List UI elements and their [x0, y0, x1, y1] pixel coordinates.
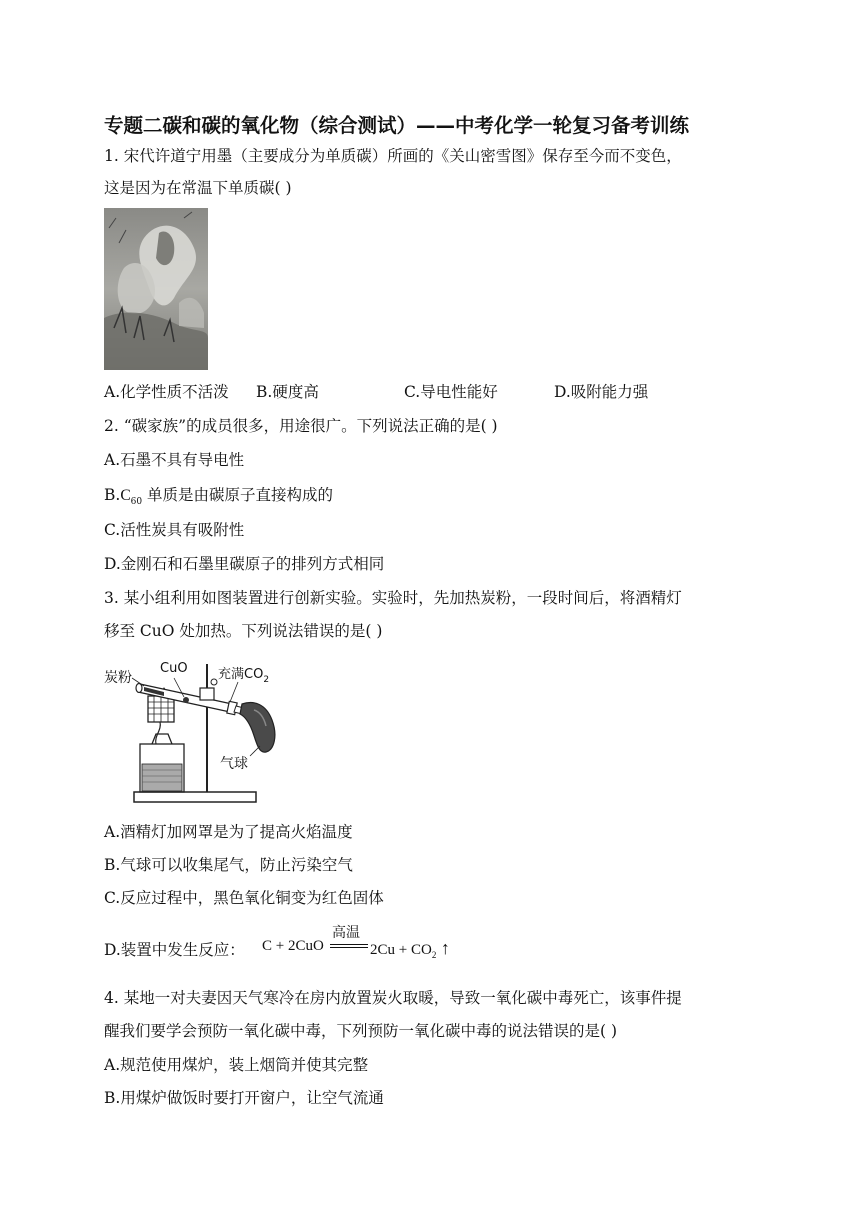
equation-rhs-text: 2Cu + CO	[370, 942, 432, 958]
q1-option-b[interactable]: B.硬度高	[256, 383, 319, 401]
q4-stem-line-1: 4. 某地一对夫妻因天气寒冷在房内放置炭火取暖，导致一氧化碳中毒死亡，该事件提	[104, 989, 682, 1007]
q3-option-b[interactable]: B.气球可以收集尾气，防止污染空气	[104, 856, 353, 874]
q1-stem-line-1: 1. 宋代许道宁用墨（主要成分为单质碳）所画的《关山密雪图》保存至今而不变色，	[104, 147, 682, 165]
c60-subscript: 60	[130, 497, 143, 508]
c60-formula: C	[120, 487, 131, 504]
q3-stem-line-1: 3. 某小组利用如图装置进行创新实验。实验时，先加热炭粉，一段时间后，将酒精灯	[104, 589, 682, 607]
q2-option-b-prefix: B.	[104, 486, 121, 504]
q1-option-d[interactable]: D.吸附能力强	[554, 383, 649, 401]
label-balloon: 气球	[220, 756, 248, 772]
q2-option-a[interactable]: A.石墨不具有导电性	[104, 451, 245, 469]
q4-option-a[interactable]: A.规范使用煤炉，装上烟筒并使其完整	[104, 1056, 369, 1074]
q2-option-d[interactable]: D.金刚石和石墨里碳原子的排列方式相同	[104, 555, 385, 573]
label-co2-sub: 2	[263, 675, 270, 685]
gas-arrow-icon: ↑	[436, 938, 450, 958]
label-co2	[218, 666, 269, 685]
q3-option-d-label: D.装置中发生反应：	[104, 941, 245, 959]
q1-option-c[interactable]: C.导电性能好	[404, 383, 498, 401]
label-cuo: CuO	[160, 661, 188, 676]
document-title: 专题二碳和碳的氧化物（综合测试）——中考化学一轮复习备考训练	[104, 114, 690, 137]
q2-option-b-text: 单质是由碳原子直接构成的	[142, 486, 334, 504]
q1-option-a[interactable]: A.化学性质不活泼	[104, 383, 229, 401]
q2-stem: 2. “碳家族”的成员很多，用途很广。下列说法正确的是( )	[104, 417, 498, 435]
q3-option-c[interactable]: C.反应过程中，黑色氧化铜变为红色固体	[104, 889, 384, 907]
painting-image	[104, 208, 208, 370]
q3-stem-line-2: 移至 CuO 处加热。下列说法错误的是( )	[104, 622, 383, 640]
q4-option-b[interactable]: B.用煤炉做饭时要打开窗户，让空气流通	[104, 1089, 384, 1107]
equation-condition: 高温	[332, 925, 360, 941]
equation-equals-bottom	[330, 947, 368, 948]
q1-stem-line-2: 这是因为在常温下单质碳( )	[104, 179, 292, 197]
q2-option-b[interactable]	[104, 485, 333, 512]
equation-rhs-sub: 2	[431, 950, 437, 960]
q2-option-c[interactable]: C.活性炭具有吸附性	[104, 521, 245, 539]
apparatus-diagram	[104, 660, 284, 808]
q1-options	[104, 382, 744, 402]
equation-equals-top	[330, 944, 368, 945]
q4-stem-line-2: 醒我们要学会预防一氧化碳中毒，下列预防一氧化碳中毒的说法错误的是( )	[104, 1022, 618, 1040]
q3-option-a[interactable]: A.酒精灯加网罩是为了提高火焰温度	[104, 823, 353, 841]
label-carbon-powder: 炭粉	[104, 670, 132, 686]
equation-lhs: C + 2CuO	[262, 938, 324, 954]
label-co2-text: 充满CO	[218, 667, 264, 682]
equation-rhs	[370, 938, 450, 960]
